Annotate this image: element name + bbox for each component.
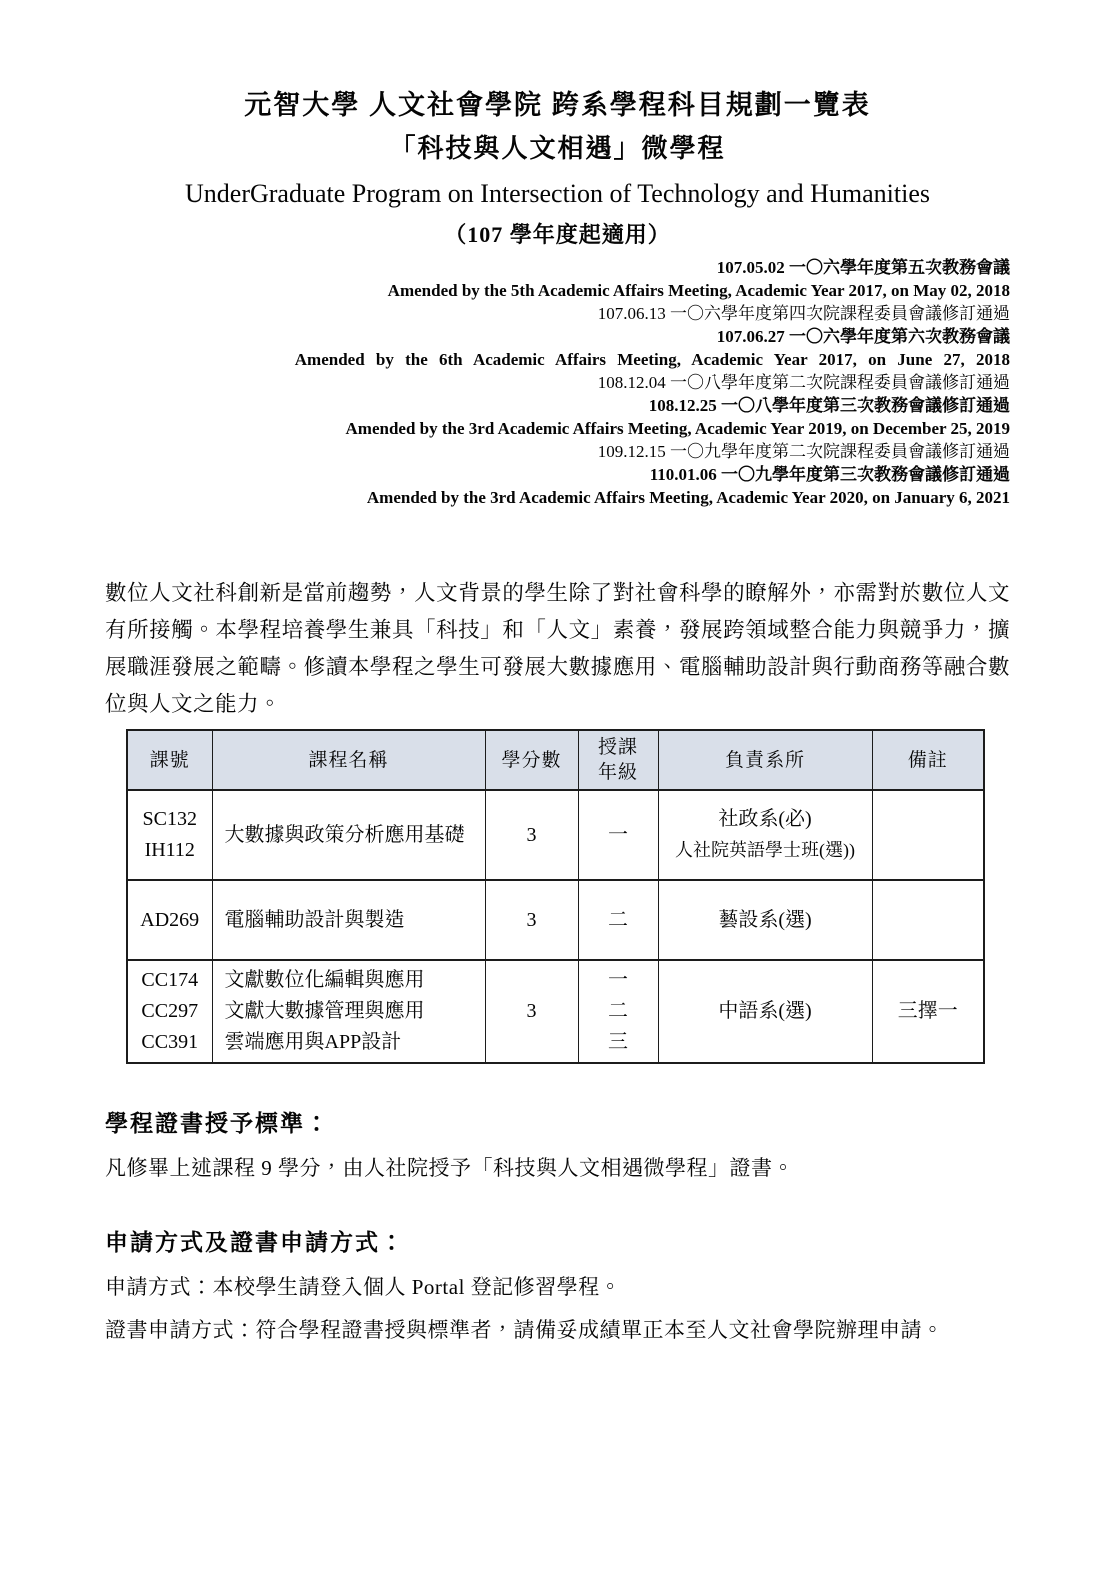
names-line: 雲端應用與APP設計	[224, 1031, 402, 1053]
codes-line: AD269	[140, 908, 200, 931]
names-line: 文獻數位化編輯與應用	[224, 969, 425, 991]
cell-credits-row1	[485, 790, 578, 880]
amendment-line-6: 108.12.04 一〇八學年度第二次院課程委員會議修訂通過	[597, 373, 1010, 392]
cell-note-row1	[872, 790, 984, 880]
amendment-line-1: 107.05.02 一〇六學年度第五次教務會議	[716, 258, 1010, 277]
section-2-line-2: 證書申請方式：符合學程證書授與標準者，請備妥成績單正本至人文社會學院辦理申請。	[105, 1318, 944, 1342]
codes-line: SC132	[142, 808, 197, 830]
departments-line: 中語系(選)	[718, 1000, 812, 1022]
codes-line: CC297	[141, 1000, 199, 1022]
bottom-sections	[105, 1108, 1010, 1345]
course-row-2	[127, 880, 984, 960]
credits-line: 3	[526, 1000, 537, 1022]
credits-line: 3	[526, 823, 537, 846]
cell-departments-row1	[658, 790, 872, 880]
cell-note-row3	[872, 960, 984, 1063]
course-table	[126, 729, 985, 1064]
names-line: 大數據與政策分析應用基礎	[224, 823, 465, 846]
section-heading-2: 申請方式及證書申請方式：	[105, 1230, 405, 1255]
column-header-5: 負責系所	[658, 730, 872, 790]
amendment-line-9: 109.12.15 一〇九學年度第二次院課程委員會議修訂通過	[597, 442, 1010, 461]
codes-line: CC391	[141, 1031, 199, 1053]
section-2-line-1: 申請方式：本校學生請登入個人 Portal 登記修習學程。	[105, 1275, 622, 1299]
cell-credits-row2	[485, 880, 578, 960]
cell-names-row2	[212, 880, 485, 960]
cell-names-row3	[212, 960, 485, 1063]
amendments	[105, 256, 1010, 509]
cell-grades-row1	[578, 790, 658, 880]
amendment-line-4: 107.06.27 一〇六學年度第六次教務會議	[716, 327, 1010, 346]
cell-codes-row3	[127, 960, 212, 1063]
course-table-header-row	[127, 730, 984, 790]
column-header-3: 學分數	[485, 730, 578, 790]
amendment-line-3: 107.06.13 一〇六學年度第四次院課程委員會議修訂通過	[597, 304, 1010, 323]
section-1-line-1: 凡修畢上述課程 9 學分，由人社院授予「科技與人文相遇微學程」證書。	[105, 1156, 794, 1180]
column-header-4: 授課年級	[578, 730, 658, 790]
grades-line: 一	[608, 823, 628, 846]
amendment-line-7: 108.12.25 一〇八學年度第三次教務會議修訂通過	[648, 396, 1010, 415]
amendment-line-2: Amended by the 5th Academic Affairs Meeting, Academic Year 2017, on May 02, 2018	[387, 281, 1010, 300]
amendment-line-11: Amended by the 3rd Academic Affairs Meeting, Academic Year 2020, on January 6, 2021	[366, 488, 1010, 507]
cell-grades-row2	[578, 880, 658, 960]
names-line: 電腦輔助設計與製造	[224, 908, 405, 931]
cell-names-row1	[212, 790, 485, 880]
program-title-zh: 「科技與人文相遇」微學程	[389, 134, 726, 163]
intro-paragraph: 數位人文社科創新是當前趨勢，人文背景的學生除了對社會科學的瞭解外，亦需對於數位人文有所接觸。本學程培養學生兼具「科技」和「人文」素養，發展跨領域整合能力與競爭力，擴展職涯發展之範疇。修讀本學程之學生可發展大數據應用、電腦輔助設計與行動商務等融合數位與人文之能力。	[105, 581, 1010, 716]
effective-year-note: （107 學年度起適用）	[444, 222, 671, 247]
cell-codes-row1	[127, 790, 212, 880]
cell-credits-row3	[485, 960, 578, 1063]
cell-departments-row2	[658, 880, 872, 960]
credits-line: 3	[526, 908, 537, 931]
codes-line: IH112	[144, 839, 195, 861]
section-heading-1: 學程證書授予標準：	[105, 1111, 330, 1136]
course-table-body	[127, 790, 984, 1063]
cell-codes-row2	[127, 880, 212, 960]
amendment-line-8: Amended by the 3rd Academic Affairs Meeting, Academic Year 2019, on December 25, 2019	[345, 419, 1010, 438]
amendment-line-10: 110.01.06 一〇九學年度第三次教務會議修訂通過	[649, 465, 1010, 484]
course-row-1	[127, 790, 984, 880]
program-title-en: UnderGraduate Program on Intersection of Technology and Humanities	[185, 179, 930, 208]
names-line: 文獻大數據管理與應用	[224, 1000, 425, 1022]
grades-line: 二	[608, 908, 628, 931]
cell-note-row2	[872, 880, 984, 960]
amendment-line-5: Amended by the 6th Academic Affairs Meeting, Academic Year 2017, on June 27, 2018	[294, 350, 1010, 369]
codes-line: CC174	[141, 969, 199, 991]
grades-line: 三	[608, 1031, 628, 1053]
column-header-1: 課號	[127, 730, 212, 790]
document-title-zh: 元智大學 人文社會學院 跨系學程科目規劃一覽表	[244, 90, 871, 120]
cell-departments-row3	[658, 960, 872, 1063]
column-header-6: 備註	[872, 730, 984, 790]
note-line: 三擇一	[897, 1000, 958, 1022]
course-row-3	[127, 960, 984, 1063]
departments-line: 藝設系(選)	[718, 908, 812, 931]
column-header-2: 課程名稱	[212, 730, 485, 790]
departments-line: 社政系(必)	[718, 808, 812, 830]
cell-grades-row3	[578, 960, 658, 1063]
grades-line: 一	[608, 969, 628, 991]
departments-line: 人社院英語學士班(選))	[675, 840, 855, 860]
grades-line: 二	[608, 1000, 628, 1022]
